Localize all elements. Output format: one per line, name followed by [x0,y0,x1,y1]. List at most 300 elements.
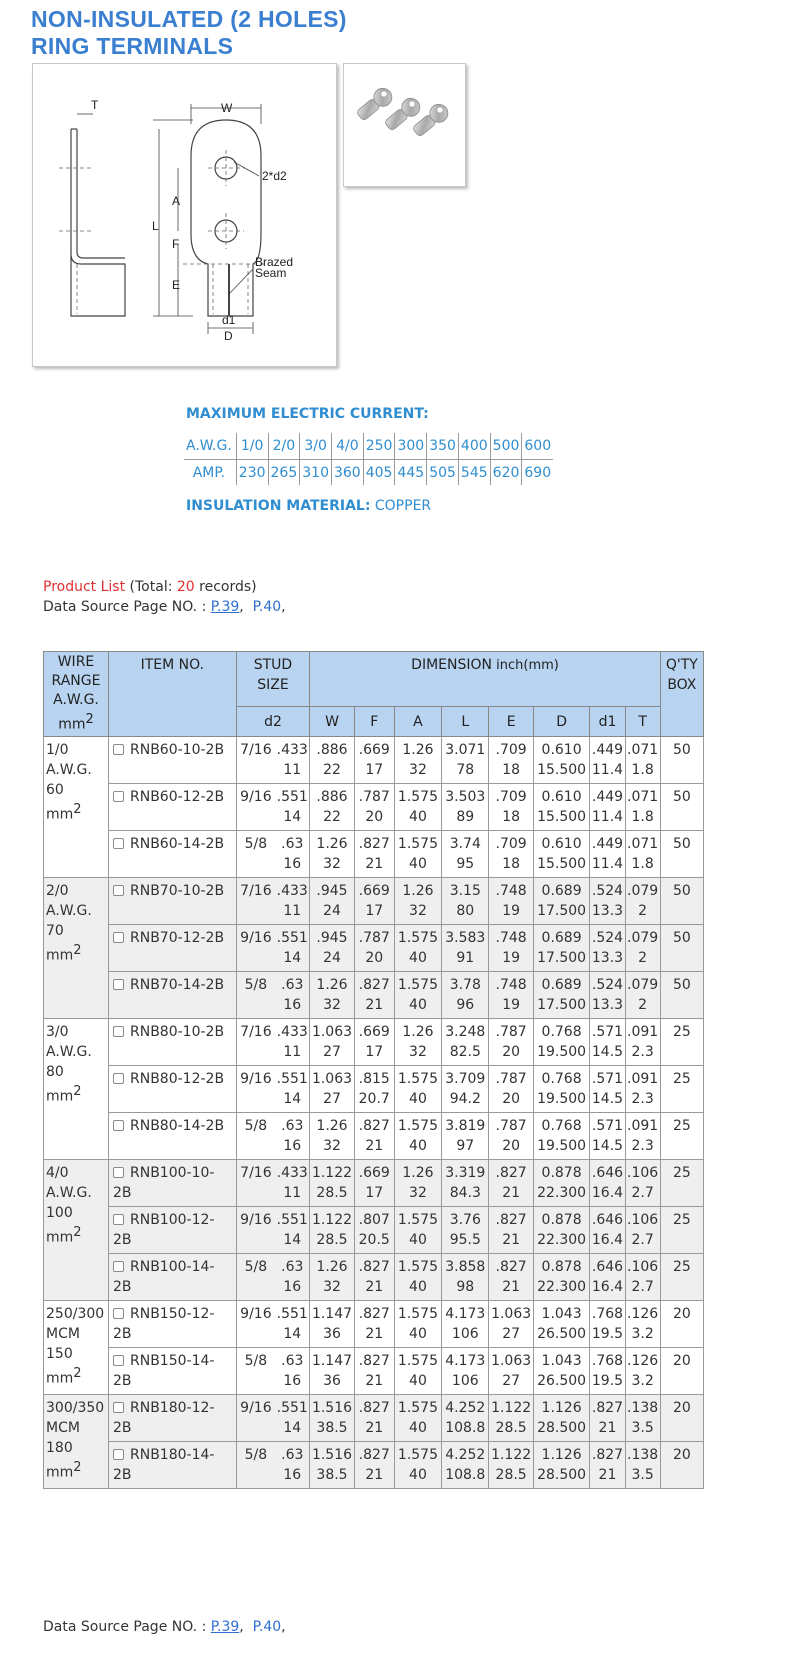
select-checkbox[interactable] [113,1355,124,1366]
inch-value: 1.063 [311,1024,353,1040]
page-link-p39-bottom[interactable]: P.39 [210,1619,240,1635]
mm-value: 28.500 [537,1420,587,1436]
inch-value: .807 [358,1212,390,1228]
dim-t-cell [625,1348,660,1395]
dim-a-cell [394,1160,441,1207]
inch-value: 0.768 [541,1024,582,1040]
mm-value: 20 [502,1138,521,1154]
amp-value: 230 [236,459,268,485]
mm-value: 22.300 [537,1232,587,1248]
mm-value: 22.300 [537,1185,587,1201]
qty-box: 25 [672,1259,691,1275]
inch-value: 3.819 [445,1118,486,1134]
amp-value: 690 [522,459,553,485]
wire-mm-unit: mm [46,1229,74,1246]
inch-value: .551 [276,930,308,946]
mm-value: 21 [365,1420,384,1436]
d2-cell [275,1066,310,1113]
product-list-summary: Product List (Total: 20 records) [43,579,257,595]
header-col-d: D [533,707,590,737]
inch-value: 1.575 [397,1306,438,1322]
inch-value: .827 [358,836,390,852]
awg-value: 4/0 [331,433,363,459]
mm-value: 32 [323,997,341,1013]
inch-value: 0.878 [541,1259,582,1275]
dim-f-cell [354,831,394,878]
mm-value: 36 [323,1373,341,1389]
inch-value: 0.610 [541,789,582,805]
mm-value: 40 [409,997,427,1013]
header-stud-size: STUD SIZE [236,652,310,707]
dim-w-cell [310,784,354,831]
dim-d1-cell [590,831,625,878]
awg-value: 2/0 [268,433,300,459]
mm-value: 2.7 [631,1279,654,1295]
mm-value: 32 [323,1279,341,1295]
mm-value: 24 [323,903,341,919]
table-row [44,925,704,972]
dim-e-cell [489,1395,533,1442]
mm-value: 14.5 [591,1091,624,1107]
inch-value: 1.575 [397,789,438,805]
dim-d-cell [533,1019,590,1066]
select-checkbox[interactable] [113,1261,124,1272]
mm-value: 16 [283,1138,302,1154]
amp-label: AMP. [192,464,226,481]
qty-cell [660,831,703,878]
item-number-cont: 2B [113,1232,132,1248]
mm-value: 40 [409,1091,427,1107]
item-cell [109,1066,237,1113]
inch-value: 0.878 [541,1165,582,1181]
dim-t-cell [625,1395,660,1442]
stud-size-cell [236,1160,275,1207]
stud-size: 5/8 [244,1118,268,1134]
dimension-diagram [32,63,337,367]
mm-value: 26.500 [537,1373,587,1389]
inch-value: 0.689 [541,930,582,946]
mm-value: 20 [502,1044,521,1060]
dim-e-cell [489,1019,533,1066]
select-checkbox[interactable] [113,1073,124,1084]
dim-d-cell [533,1160,590,1207]
stud-size-cell [236,1348,275,1395]
inch-value: 3.503 [445,789,486,805]
inch-value: 1.575 [397,1259,438,1275]
mm-value: 97 [456,1138,475,1154]
dim-w-cell [310,1160,354,1207]
mm-value: 17.500 [537,950,587,966]
mm-value: 40 [409,809,427,825]
label-w: W [221,101,233,115]
wire-range-cell: 3/0 A.W.G. 80 $mm^2$ [44,1019,109,1160]
amp-value: 620 [490,459,522,485]
wire-mm-unit: mm [46,947,74,964]
d2-cell [275,1019,310,1066]
stud-size-cell [236,784,275,831]
qty-cell [660,972,703,1019]
mm-value: 21 [502,1279,521,1295]
page-link-p39[interactable]: P.39 [210,599,240,615]
dim-l-cell [442,1254,489,1301]
inch-value: .827 [358,1118,390,1134]
awg-value: 1/0 [236,433,268,459]
table-row [44,831,704,878]
inch-value: 1.516 [311,1400,353,1416]
label-d: D [224,329,233,343]
mm-value: 15.500 [537,762,587,778]
mm-value: 16.4 [591,1232,624,1248]
header-dimension: DIMENSION inch(mm) [310,652,660,707]
dim-a-cell [394,972,441,1019]
header-col-a: A [394,707,441,737]
dim-t-cell [625,972,660,1019]
select-checkbox[interactable] [113,791,124,802]
mm-value: 78 [456,762,475,778]
qty-box: 25 [672,1165,691,1181]
dim-a-cell [394,1442,441,1489]
label-l: L [152,219,159,233]
mm-value: 18 [502,856,521,872]
mm-value: 21 [365,856,384,872]
qty-box: 50 [672,742,691,758]
select-checkbox[interactable] [113,932,124,943]
stud-size-cell [236,831,275,878]
stud-size: 9/16 [240,789,272,805]
amp-value: 445 [395,459,427,485]
inch-value: .63 [281,1118,304,1134]
item-number: RNB80-14-2B [130,1118,225,1134]
dim-d1-cell [590,1160,625,1207]
mm-value: 13.3 [591,903,624,919]
dim-l-cell [442,831,489,878]
dim-a-cell [394,1066,441,1113]
amp-value: 405 [363,459,395,485]
inch-value: .551 [276,1071,308,1087]
dim-d1-cell [590,1254,625,1301]
inch-value: .709 [495,789,527,805]
wire-mm-unit: mm [46,806,74,823]
mm-value: 28.5 [495,1420,527,1436]
dim-w-cell [310,1254,354,1301]
dim-d1-cell [590,1301,625,1348]
qty-box: 25 [672,1024,691,1040]
inch-value: 1.575 [397,1400,438,1416]
d2-cell [275,925,310,972]
mm-value: 40 [409,1279,427,1295]
mm-value: 40 [409,856,427,872]
stud-size-cell [236,737,275,784]
inch-value: .827 [495,1165,527,1181]
mm-value: 16.4 [591,1279,624,1295]
qty-box: 50 [672,836,691,852]
item-number: RNB100-12- [130,1212,215,1228]
inch-value: .126 [627,1353,659,1369]
select-checkbox[interactable] [113,979,124,990]
mm-value: 40 [409,1420,427,1436]
inch-value: .524 [591,883,624,899]
inch-value: 1.126 [541,1447,582,1463]
inch-value: .126 [627,1306,659,1322]
dim-f-cell [354,1160,394,1207]
mm-value: 14 [283,1091,302,1107]
select-checkbox[interactable] [113,838,124,849]
dim-t-cell [625,1113,660,1160]
dim-f-cell [354,1348,394,1395]
inch-value: 1.516 [311,1447,353,1463]
inch-value: 0.610 [541,836,582,852]
inch-value: .571 [591,1024,624,1040]
inch-value: .138 [627,1447,659,1463]
page-link-p40[interactable]: P.40 [252,599,282,615]
inch-value: 1.26 [402,1165,434,1181]
wire-range-cell: 2/0 A.W.G. 70 $mm^2$ [44,878,109,1019]
mm-value: 15.500 [537,809,587,825]
inch-value: .827 [358,1353,390,1369]
select-checkbox[interactable] [113,885,124,896]
inch-value: 1.575 [397,1447,438,1463]
table-row [44,1113,704,1160]
d2-cell [275,1348,310,1395]
qty-box: 20 [672,1353,691,1369]
d2-cell [275,1160,310,1207]
mm-value: 19.500 [537,1138,587,1154]
dim-l-cell [442,878,489,925]
product-table [43,651,704,1489]
inch-value: .709 [495,836,527,852]
awg-value: 400 [458,433,490,459]
item-number-cont: 2B [113,1279,132,1295]
mm-value: 3.5 [631,1420,654,1436]
item-cell [109,878,237,925]
qty-box: 50 [672,977,691,993]
item-number-cont: 2B [113,1420,132,1436]
select-checkbox[interactable] [113,1026,124,1037]
stud-size-cell [236,878,275,925]
stud-size: 7/16 [240,883,272,899]
label-d2: 2*d2 [262,169,287,183]
wire-mm-unit: mm [46,1088,74,1105]
label-t: T [91,98,99,112]
d2-cell [275,1395,310,1442]
mm-value: 14 [283,950,302,966]
mm-value: 1.8 [631,809,654,825]
mm-value: 21 [598,1420,617,1436]
mm-value: 14 [283,809,302,825]
data-source-bottom: Data Source Page NO. : P.39, P.40, [43,1619,286,1635]
mm-value: 19 [502,903,521,919]
wire-mm: 150 [46,1346,73,1362]
dim-l-cell [442,925,489,972]
inch-value: .106 [627,1212,659,1228]
wire-mm: 100 [46,1205,73,1221]
item-number: RNB60-14-2B [130,836,225,852]
dim-e-cell [489,925,533,972]
inch-value: 3.74 [449,836,481,852]
dim-d1-cell [590,1442,625,1489]
page-title: NON-INSULATED (2 HOLES) RING TERMINALS [31,6,347,59]
label-e: E [172,278,181,292]
item-number: RNB180-14- [130,1447,215,1463]
item-cell [109,925,237,972]
inch-value: 3.583 [445,930,486,946]
awg-value: 250 [363,433,395,459]
mm-value: 27 [502,1326,521,1342]
d2-cell [275,972,310,1019]
dim-l-cell [442,1442,489,1489]
inch-value: .886 [316,742,348,758]
dim-a-cell [394,831,441,878]
dim-t-cell [625,1066,660,1113]
mm-value: 16 [283,1279,302,1295]
mm-value: 17.500 [537,903,587,919]
dim-t-cell [625,1254,660,1301]
dim-e-cell [489,1348,533,1395]
select-checkbox[interactable] [113,744,124,755]
mm-value: 11 [283,903,302,919]
stud-size-cell [236,1019,275,1066]
inch-value: .827 [495,1259,527,1275]
stud-size: 7/16 [240,1165,272,1181]
inch-value: .646 [591,1259,624,1275]
mm-value: 21 [598,1467,617,1483]
inch-value: 3.071 [445,742,486,758]
mm-value: 106 [451,1373,479,1389]
inch-value: .071 [627,742,659,758]
dim-l-cell [442,1160,489,1207]
inch-value: 3.78 [449,977,481,993]
mm-value: 32 [323,1138,341,1154]
inch-value: .071 [627,789,659,805]
inch-value: 1.122 [311,1165,353,1181]
mm-value: 21 [502,1185,521,1201]
dim-l-cell [442,1301,489,1348]
inch-value: 3.248 [445,1024,486,1040]
stud-size: 9/16 [240,1400,272,1416]
inch-value: 3.319 [445,1165,486,1181]
table-row [44,1254,704,1301]
inch-value: .669 [358,1165,390,1181]
mm-value: 84.3 [449,1185,481,1201]
dim-d1-cell [590,1348,625,1395]
inch-value: .945 [316,883,348,899]
mm-value: 22 [323,762,341,778]
mm-value: 95 [456,856,475,872]
inch-value: 1.122 [491,1447,532,1463]
qty-cell [660,1254,703,1301]
mm-value: 1.8 [631,762,654,778]
stud-size: 7/16 [240,1024,272,1040]
qty-box: 50 [672,930,691,946]
stud-size-cell [236,1395,275,1442]
wire-awg: 250/300 [46,1306,105,1322]
dim-d1-cell [590,972,625,1019]
amp-value: 360 [331,459,363,485]
d2-cell [275,737,310,784]
inch-value: .827 [591,1447,624,1463]
dim-t-cell [625,784,660,831]
inch-value: .091 [627,1118,659,1134]
wire-mm-unit: mm [46,1464,74,1481]
dim-l-cell [442,1395,489,1442]
insulation-material: INSULATION MATERIAL: COPPER [186,498,432,514]
mm-value: 21 [502,1232,521,1248]
inch-value: .449 [591,789,624,805]
dim-f-cell [354,1207,394,1254]
mm-value: 28.500 [537,1467,587,1483]
mm-value: 32 [409,1185,427,1201]
d2-cell [275,1442,310,1489]
mm-value: 40 [409,1467,427,1483]
mm-value: 19.500 [537,1091,587,1107]
inch-value: .551 [276,1212,308,1228]
inch-value: .551 [276,1306,308,1322]
mm-value: 22.300 [537,1279,587,1295]
page-link-p40-bottom[interactable]: P.40 [252,1619,282,1635]
inch-value: 3.15 [449,883,481,899]
dim-d-cell [533,1254,590,1301]
dim-d-cell [533,1066,590,1113]
qty-cell [660,1113,703,1160]
select-checkbox[interactable] [113,1402,124,1413]
select-checkbox[interactable] [113,1120,124,1131]
dim-e-cell [489,1160,533,1207]
item-cell [109,1395,237,1442]
dim-e-cell [489,1207,533,1254]
wire-awg-unit: A.W.G. [46,1044,92,1060]
header-qty-box: Q'TY BOX [660,652,703,737]
inch-value: .827 [358,1447,390,1463]
dim-f-cell [354,1442,394,1489]
select-checkbox[interactable] [113,1167,124,1178]
awg-value: 350 [427,433,459,459]
mm-value: 14 [283,1232,302,1248]
inch-value: .709 [495,742,527,758]
stud-size: 5/8 [244,977,268,993]
mm-value: 27 [502,1373,521,1389]
dim-d1-cell [590,1066,625,1113]
dim-f-cell [354,925,394,972]
qty-box: 50 [672,883,691,899]
dim-d1-cell [590,878,625,925]
d2-cell [275,1301,310,1348]
mm-value: 14 [283,1326,302,1342]
qty-box: 25 [672,1212,691,1228]
mm-value: 14 [283,1420,302,1436]
stud-size-cell [236,1254,275,1301]
current-amp-row [184,459,553,485]
item-number: RNB180-12- [130,1400,215,1416]
mm-value: 16 [283,1467,302,1483]
dim-t-cell [625,1301,660,1348]
inch-value: 1.575 [397,836,438,852]
select-checkbox[interactable] [113,1214,124,1225]
inch-value: 1.26 [316,1259,348,1275]
mm-value: 21 [365,1467,384,1483]
amp-value: 265 [268,459,300,485]
dim-f-cell [354,972,394,1019]
wire-awg-unit: MCM [46,1420,80,1436]
header-col-t: T [625,707,660,737]
inch-value: 1.122 [311,1212,353,1228]
item-number: RNB70-14-2B [130,977,225,993]
select-checkbox[interactable] [113,1449,124,1460]
inch-value: .079 [627,977,659,993]
header-col-l: L [442,707,489,737]
select-checkbox[interactable] [113,1308,124,1319]
inch-value: 1.063 [311,1071,353,1087]
qty-box: 25 [672,1118,691,1134]
